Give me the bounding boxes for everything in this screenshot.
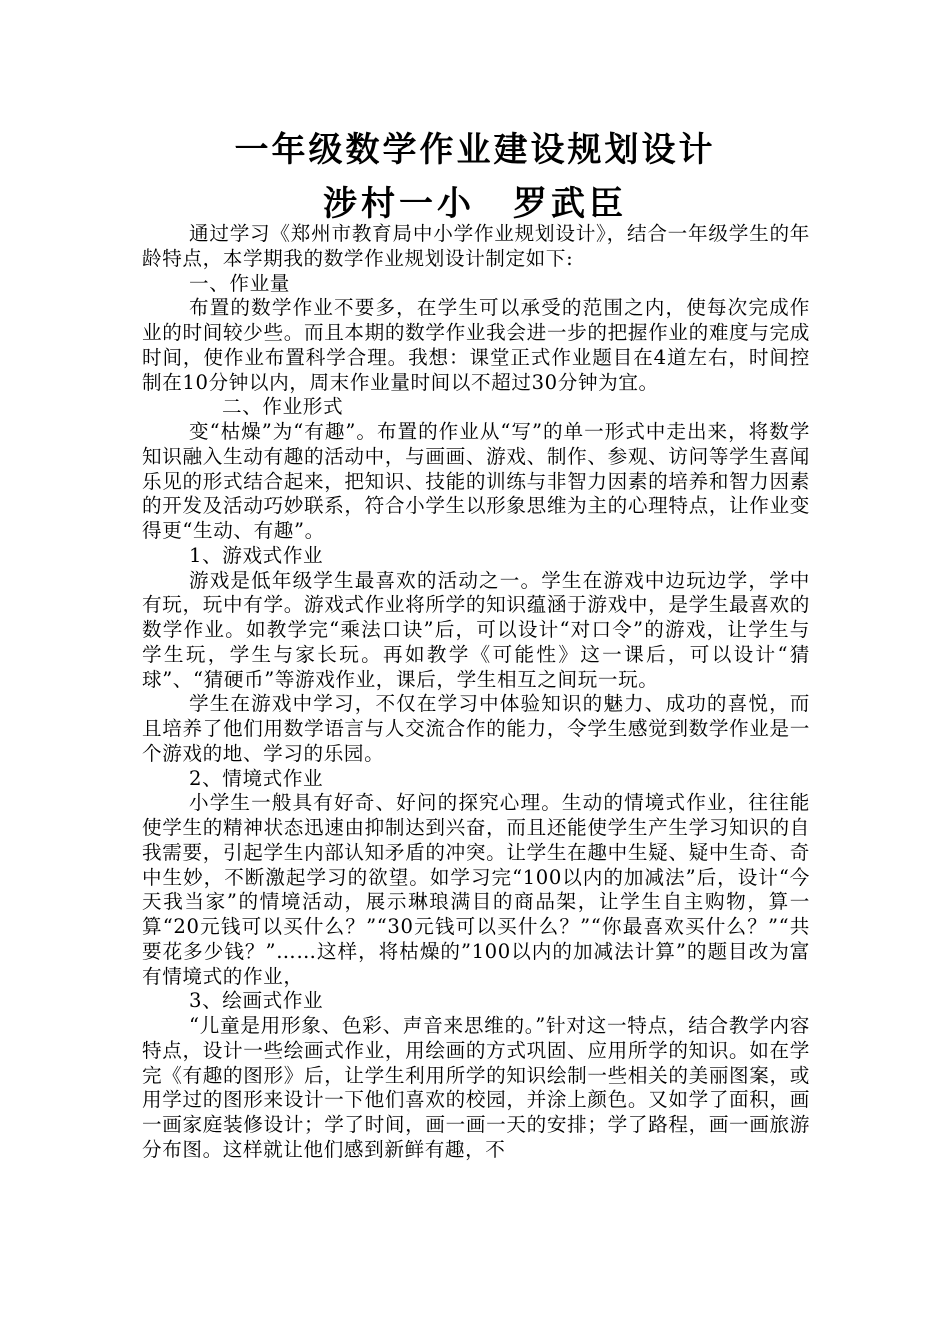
paragraph-workload: 布置的数学作业不要多，在学生可以承受的范围之内，使每次完成作业的时间较少些。而且本期的数学作业我会进一步的把握作业的难度与完成时间，使作业布置科学合理。我想：课堂正式作业题目在4道左右，时间控制在10分钟以内，周末作业量时间以不超过30分钟为宜。 bbox=[142, 296, 810, 394]
paragraph-situation: 小学生一般具有好奇、好问的探究心理。生动的情境式作业，往往能使学生的精神状态迅速由抑制达到兴奋，而且还能使学生产生学习知识的自我需要，引起学生内部认知矛盾的冲突。让学生在趣中生疑、疑中生奇、奇中生妙，不断激起学习的欲望。如学习完“100以内的加减法”后，设计“今天我当家”的情境活动，展示琳琅满目的商品架，让学生自主购物，算一算“20元钱可以买什么？”“30元钱可以买什么？”“你最喜欢买什么？”“共要花多少钱？”……这样，将枯燥的”100以内的加减法计算”的题目改为富有情境式的作业， bbox=[142, 791, 810, 988]
subheading-game: 1、游戏式作业 bbox=[189, 543, 324, 567]
document-body bbox=[142, 222, 810, 1163]
document-title: 一年级数学作业建设规划设计 bbox=[234, 130, 716, 170]
section-heading-workload: 一、作业量 bbox=[189, 271, 290, 295]
subheading-drawing: 3、绘画式作业 bbox=[189, 989, 324, 1013]
subheading-situation: 2、情境式作业 bbox=[189, 766, 324, 790]
author-line: 涉村一小 罗武臣 bbox=[323, 184, 627, 224]
paragraph-form: 变“枯燥”为“有趣”。布置的作业从“写”的单一形式中走出来，将数学知识融入生动有趣的活动中，与画画、游戏、制作、参观、访问等学生喜闻乐见的形式结合起来，把知识、技能的训练与非智力因素的培养和智力因素的开发及活动巧妙联系，符合小学生以形象思维为主的心理特点，让作业变得更“生动、有趣”。 bbox=[142, 420, 810, 542]
paragraph-drawing: “儿童是用形象、色彩、声音来思维的。”针对这一特点，结合教学内容特点，设计一些绘画式作业，用绘画的方式巩固、应用所学的知识。如在学完《有趣的图形》后，让学生利用所学的知识绘制一些相关的美丽图案，或用学过的图形来设计一下他们喜欢的校园，并涂上颜色。又如学了面积，画一画家庭装修设计；学了时间，画一画一天的安排；学了路程，画一画旅游分布图。这样就让他们感到新鲜有趣，不 bbox=[142, 1014, 810, 1161]
paragraph-game-2: 学生在游戏中学习，不仅在学习中体验知识的魅力、成功的喜悦，而且培养了他们用数学语言与人交流合作的能力，令学生感觉到数学作业是一个游戏的地、学习的乐园。 bbox=[142, 692, 810, 765]
section-heading-form: 二、作业形式 bbox=[222, 395, 344, 419]
paragraph-game-1: 游戏是低年级学生最喜欢的活动之一。学生在游戏中边玩边学，学中有玩，玩中有学。游戏式作业将所学的知识蕴涵于游戏中，是学生最喜欢的数学作业。如教学完“乘法口诀”后，可以设计“对口令”的游戏，让学生与学生玩，学生与家长玩。再如教学《可能性》这一课后，可以设计“猜球”、“猜硬币”等游戏作业，课后，学生相互之间玩一玩。 bbox=[142, 568, 810, 691]
intro-paragraph: 通过学习《郑州市教育局中小学作业规划设计》，结合一年级学生的年龄特点，本学期我的数学作业规划设计制定如下: bbox=[142, 222, 810, 270]
